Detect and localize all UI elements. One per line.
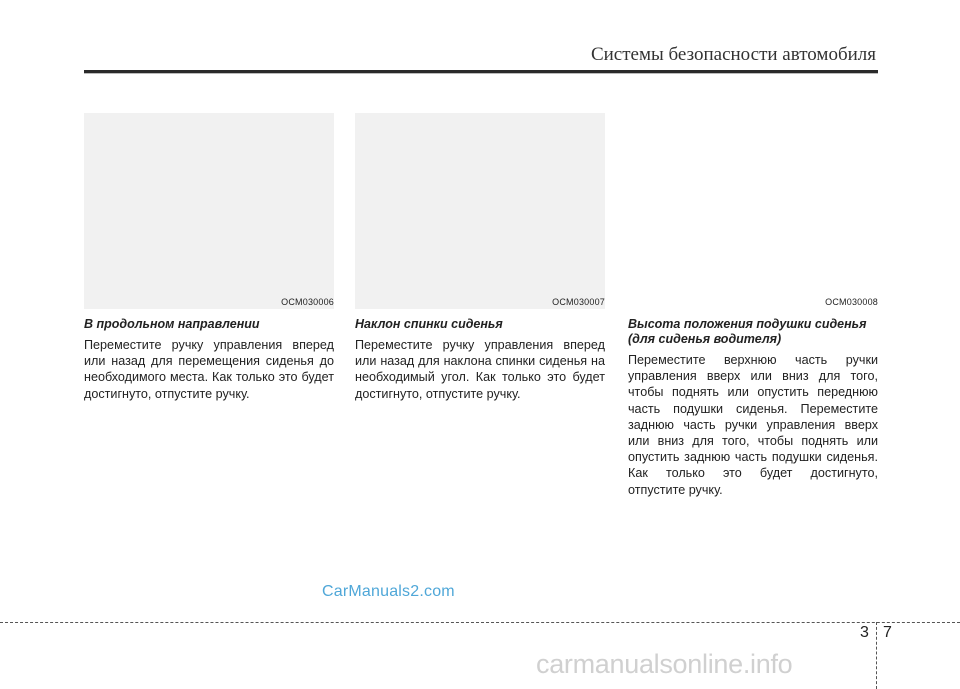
section-title-1: В продольном направлении — [84, 317, 260, 331]
section-title-3: Высота положения подушки сиденья (для сиденья водителя) — [628, 317, 867, 346]
footer-watermark: carmanualsonline.info — [536, 649, 793, 679]
section-1 — [84, 317, 334, 402]
figure-2 — [355, 113, 605, 309]
footer-divider — [0, 622, 960, 623]
figure-3 — [628, 113, 878, 309]
figure-code-1: OCM030006 — [281, 297, 334, 307]
section-body-3: Переместите верхнюю часть ручки управления вверх или вниз для того, чтобы поднять или опустить переднюю часть подушки сиденья. Переместите заднюю часть ручки управления вверх или вниз для того, чтобы поднять или опустить заднюю часть подушки сиденья. Как только это будет достигнуто, отпустите ручку. — [628, 353, 878, 497]
section-body-1: Переместите ручку управления вперед или назад для перемещения сиденья до необходимого места. Как только это будет достигнуто, отпустите ручку. — [84, 338, 334, 401]
header-rule — [84, 70, 878, 73]
figure-code-2: OCM030007 — [552, 297, 605, 307]
watermark-link[interactable]: CarManuals2.com — [322, 583, 455, 600]
section-3 — [628, 317, 878, 498]
chapter-number: 3 — [860, 624, 869, 641]
page-number: 7 — [883, 624, 892, 641]
section-header-title: Системы безопасности автомобиля — [590, 44, 876, 65]
figure-code-3: OCM030008 — [825, 297, 878, 307]
page-number-divider — [876, 622, 877, 689]
section-title-2: Наклон спинки сиденья — [355, 317, 503, 331]
section-2 — [355, 317, 605, 402]
section-body-2: Переместите ручку управления вперед или назад для наклона спинки сиденья на необходимый угол. Как только это будет достигнуто, отпустите ручку. — [355, 338, 605, 401]
figure-1 — [84, 113, 334, 309]
